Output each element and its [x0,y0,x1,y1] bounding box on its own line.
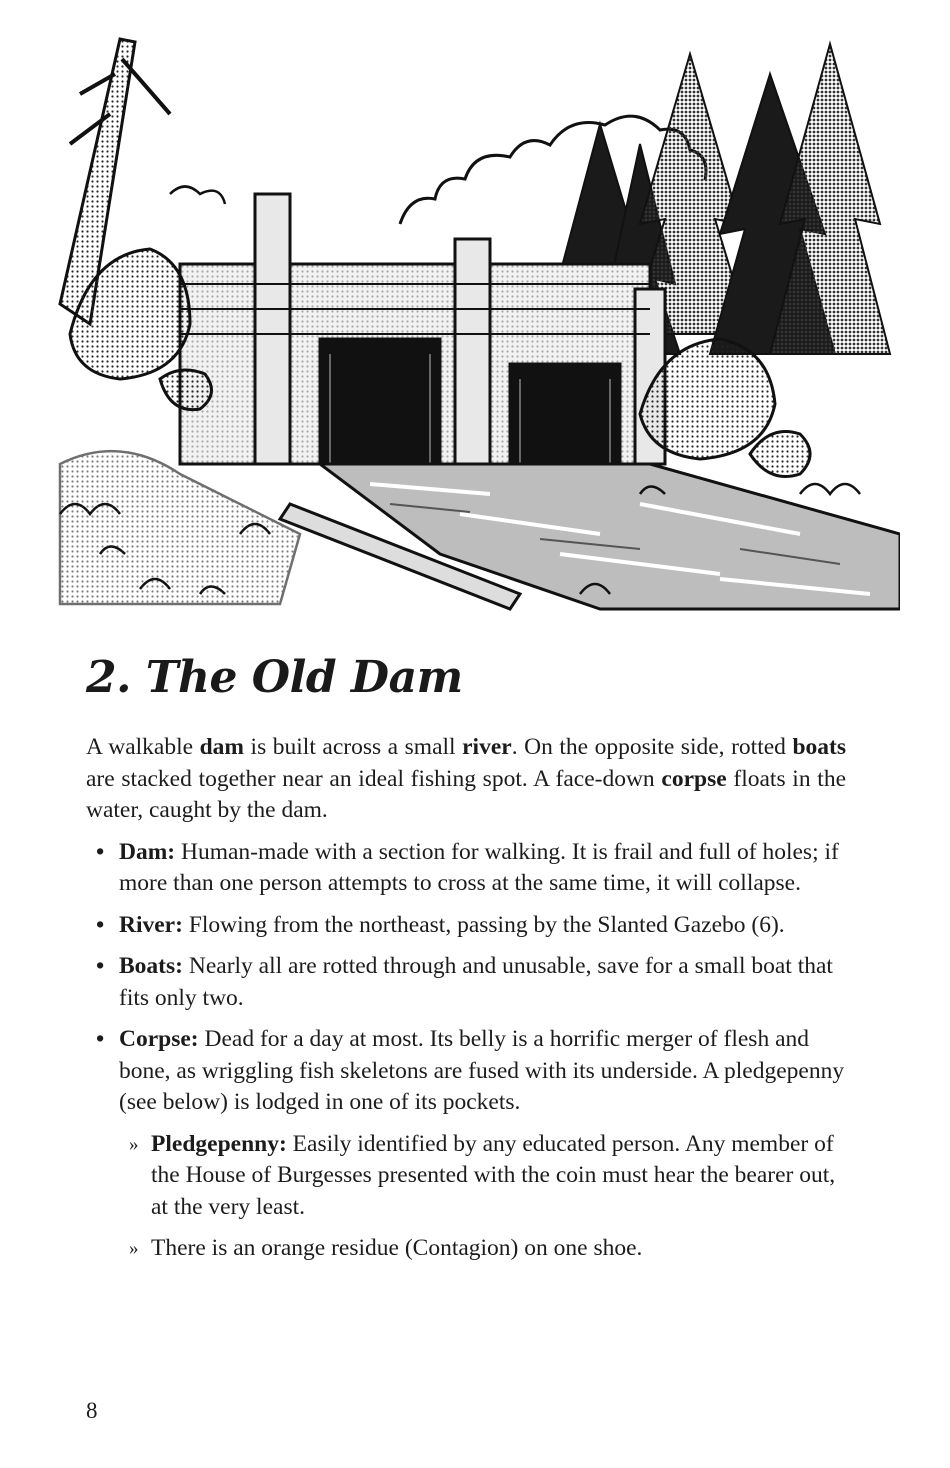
keyword-corpse: corpse [661,765,727,792]
feature-term: Corpse: [119,1026,199,1052]
page-number: 8 [86,1398,98,1423]
dam-illustration [40,34,900,619]
section-body [86,732,846,1275]
feature-item-river [86,910,846,942]
feature-text: Dead for a day at most. Its belly is a horrific merger of flesh and bone, as wriggling fish skeletons are fused with its underside. A pledgepenny (see below) is lodged in one of its pockets. [119,1026,845,1115]
corpse-detail-list [119,1129,846,1265]
keyword-dam: dam [199,734,244,760]
keyword-boats: boats [792,734,846,760]
intro-text: . On the opposite side, rotted [511,734,793,760]
detail-term: Pledgepenny: [151,1130,287,1157]
intro-paragraph [86,732,846,827]
intro-text: is built across a small [244,734,463,760]
feature-text: Human-made with a section for walking. It is frail and full of holes; if more than one person attempts to cross at the same time, it will collapse. [119,838,839,896]
detail-text: Easily identified by any educated person. Any member of the House of Burgesses presented with the coin must hear the bearer out, at the very least. [151,1130,836,1220]
feature-term: Boats: [119,953,183,979]
intro-text: A walkable [86,734,200,760]
feature-text: Flowing from the northeast, passing by the Slanted Gazebo (6). [182,911,785,938]
river [320,464,900,609]
feature-list [86,837,846,1265]
section-title: 2. The Old Dam [86,652,463,703]
detail-item-pledgepenny [119,1129,846,1224]
keyword-river: river [462,734,512,760]
feature-item-corpse [86,1024,846,1265]
feature-term: Dam: [119,838,176,865]
feature-term: River: [119,911,183,938]
detail-item-residue [119,1233,846,1265]
feature-item-boats [86,951,846,1014]
intro-text: are stacked together near an ideal fishing spot. A face-down [86,765,662,792]
feature-item-dam [86,837,846,900]
intro-text: floats in the water, caught by the dam. [86,765,846,823]
detail-text: There is an orange residue (Contagion) on one shoe. [151,1235,643,1261]
feature-text: Nearly all are rotted through and unusable, save for a small boat that fits only two. [119,953,833,1011]
